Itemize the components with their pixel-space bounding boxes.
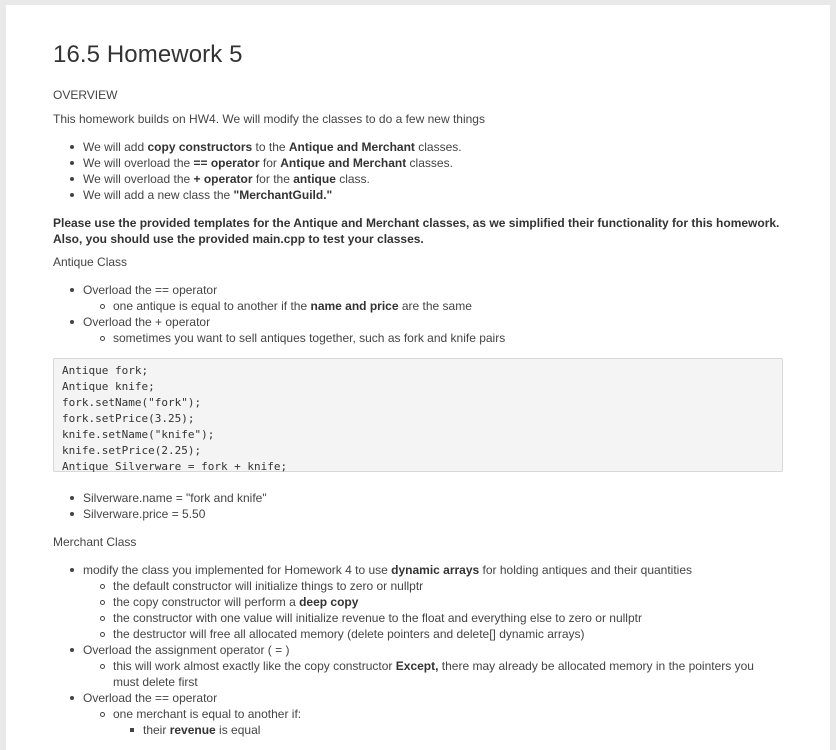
code-line: knife.setName("knife"); bbox=[62, 428, 215, 441]
merchant-overload-eq: Overload the == operator bbox=[83, 691, 218, 705]
antique-overload-plus: Overload the + operator bbox=[83, 315, 211, 329]
intro-paragraph: This homework builds on HW4. We will modify the classes to do a few new things bbox=[53, 112, 485, 126]
overview-item: We will add copy constructors to the Antique and Merchant classes. bbox=[83, 140, 462, 154]
merchant-copy-ctor: the copy constructor will perform a deep copy bbox=[113, 595, 359, 609]
merchant-heading: Merchant Class bbox=[53, 535, 137, 549]
antique-overload-eq: Overload the == operator bbox=[83, 283, 218, 297]
templates-note: Please use the provided templates for the Antique and Merchant classes, as we simplified their functionality for this homework. Also, you should use the provided main.cpp to test your classes. bbox=[53, 216, 780, 246]
code-line: fork.setName("fork"); bbox=[62, 396, 202, 409]
document-page bbox=[6, 5, 830, 750]
overview-item: We will overload the + operator for the antique class. bbox=[83, 172, 370, 186]
code-line: knife.setPrice(2.25); bbox=[62, 444, 202, 457]
merchant-overload-assign: Overload the assignment operator ( = ) bbox=[83, 643, 290, 657]
antique-eq-detail: one antique is equal to another if the name and price are the same bbox=[113, 299, 472, 313]
antique-plus-detail: sometimes you want to sell antiques together, such as fork and knife pairs bbox=[113, 331, 506, 345]
merchant-destructor: the destructor will free all allocated memory (delete pointers and delete[] dynamic arrays) bbox=[113, 627, 585, 641]
merchant-eq-condition: their revenue is equal bbox=[143, 723, 261, 737]
result-item: Silverware.name = "fork and knife" bbox=[83, 491, 267, 505]
code-line: Antique knife; bbox=[62, 380, 155, 393]
code-line: Antique Silverware = fork + knife; bbox=[62, 460, 288, 473]
antique-heading: Antique Class bbox=[53, 255, 128, 269]
merchant-default-ctor: the default constructor will initialize things to zero or nullptr bbox=[113, 579, 424, 593]
result-item: Silverware.price = 5.50 bbox=[83, 507, 206, 521]
code-line: Antique fork; bbox=[62, 364, 149, 377]
merchant-assign-detail: this will work almost exactly like the copy constructor Except, there may already be allocated memory in the pointers you must delete first bbox=[113, 658, 773, 690]
code-line: fork.setPrice(3.25); bbox=[62, 412, 195, 425]
overview-item: We will overload the == operator for Antique and Merchant classes. bbox=[83, 156, 453, 170]
code-block bbox=[53, 358, 783, 472]
merchant-eq-intro: one merchant is equal to another if: bbox=[113, 707, 302, 721]
merchant-modify: modify the class you implemented for Homework 4 to use dynamic arrays for holding antiques and their quantities bbox=[83, 563, 693, 577]
page-title: 16.5 Homework 5 bbox=[53, 41, 243, 68]
overview-heading: OVERVIEW bbox=[53, 88, 118, 102]
merchant-one-value-ctor: the constructor with one value will initialize revenue to the float and everything else to zero or nullptr bbox=[113, 611, 642, 625]
overview-item: We will add a new class the "MerchantGuild." bbox=[83, 188, 333, 202]
